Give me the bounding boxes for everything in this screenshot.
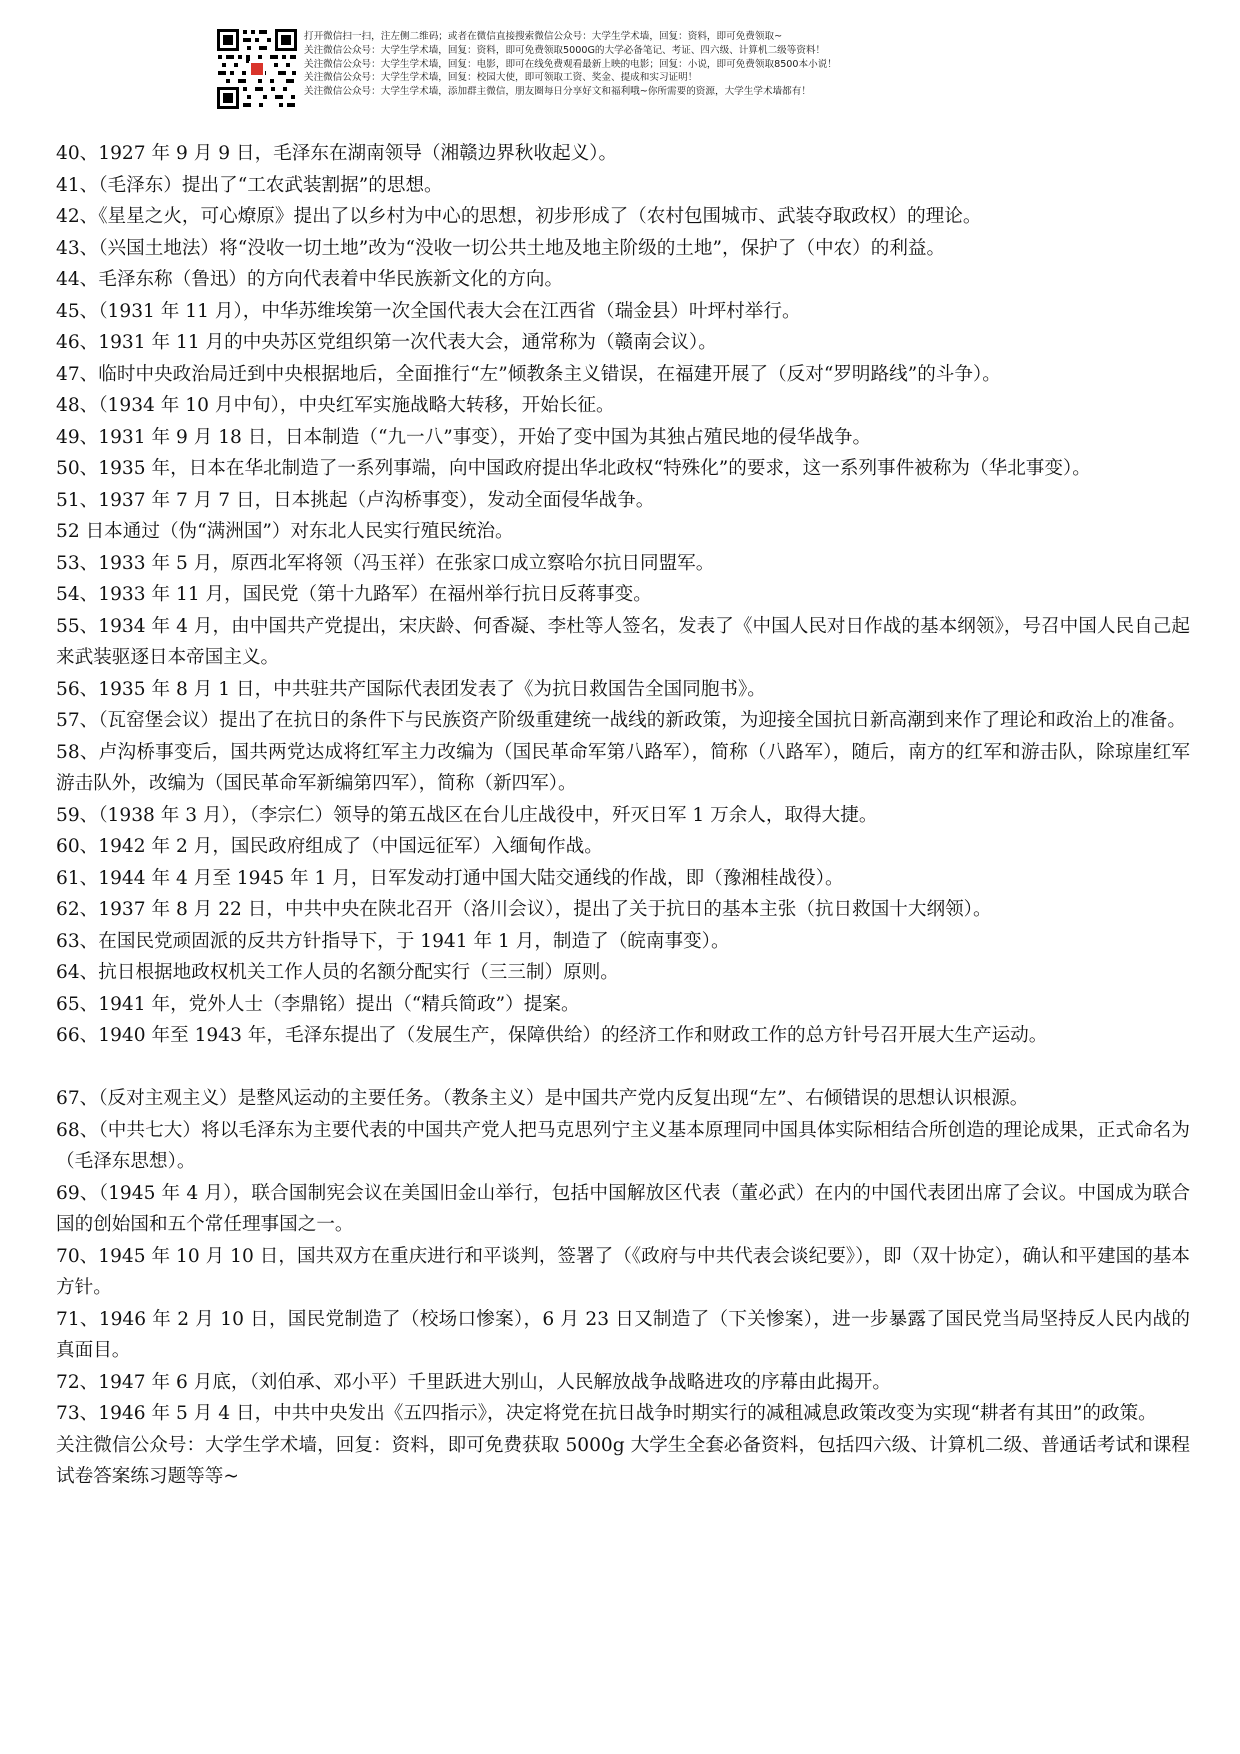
list-item: 69、（1945 年 4 月），联合国制宪会议在美国旧金山举行，包括中国解放区代表（董必武）在内的中国代表团出席了会议。中国成为联合国的创始国和五个常任理事国之一。 (56, 1182, 1190, 1235)
list-item: 54、1933 年 11 月，国民党（第十九路军）在福州举行抗日反蒋事变。 (56, 584, 652, 605)
list-item: 62、1937 年 8 月 22 日，中共中央在陕北召开（洛川会议），提出了关于抗日的基本主张（抗日救国十大纲领）。 (56, 899, 992, 920)
list-item: 66、1940 年至 1943 年，毛泽东提出了（发展生产，保障供给）的经济工作和财政工作的总方针号召开展大生产运动。 (56, 1025, 1048, 1046)
list-item: 72、1947 年 6 月底，（刘伯承、邓小平）千里跃进大别山，人民解放战争战略进攻的序幕由此揭开。 (56, 1371, 891, 1393)
qr-code-icon[interactable] (216, 28, 298, 110)
promo-line: 打开微信扫一扫，注左侧二维码；或者在微信直接搜索微信公众号：大学生学术墙，回复：资料，即可免费领取~ (304, 31, 783, 42)
footer-promo: 关注微信公众号：大学生学术墙，回复：资料，即可免费获取 5000g 大学生全套必备资料，包括四六级、计算机二级、普通话考试和课程试卷答案练习题等等~ (56, 1434, 1190, 1487)
list-item: 70、1945 年 10 月 10 日，国共双方在重庆进行和平谈判，签署了（《政府与中共代表会谈纪要》），即（双十协定），确认和平建国的基本方针。 (56, 1245, 1190, 1298)
list-item: 65、1941 年，党外人士（李鼎铭）提出（“精兵简政”）提案。 (56, 993, 580, 1015)
list-item: 67、（反对主观主义）是整风运动的主要任务。（教条主义）是中国共产党内反复出现“左”、右倾错误的思想认识根源。 (56, 1088, 1029, 1109)
list-item: 55、1934 年 4 月，由中国共产党提出，宋庆龄、何香凝、李杜等人签名，发表了《中国人民对日作战的基本纲领》，号召中国人民自己起来武装驱逐日本帝国主义。 (56, 615, 1190, 668)
paragraph-spacer (56, 1052, 1190, 1084)
list-item: 43、（兴国土地法）将“没收一切土地”改为“没收一切公共土地及地主阶级的土地”，保护了（中农）的利益。 (56, 237, 946, 259)
list-item: 68、（中共七大）将以毛泽东为主要代表的中国共产党人把马克思列宁主义基本原理同中国具体实际相结合所创造的理论成果，正式命名为（毛泽东思想）。 (56, 1119, 1190, 1172)
list-item: 45、（1931 年 11 月），中华苏维埃第一次全国代表大会在江西省（瑞金县）叶坪村举行。 (56, 300, 801, 322)
promo-line: 关注微信公众号：大学生学术墙，回复：资料，即可免费领取5000G的大学必备笔记、考证、四六级、计算机二级等资料！ (304, 44, 826, 56)
list-item: 52 日本通过（伪“满洲国”）对东北人民实行殖民统治。 (56, 521, 514, 542)
promo-line: 关注微信公众号：大学生学术墙，添加群主微信，朋友圈每日分享好文和福利哦~你所需要的资源，大学生学术墙都有！ (304, 86, 811, 98)
promo-line: 关注微信公众号：大学生学术墙，回复：校园大使，即可领取工资、奖金、提成和实习证明！ (304, 72, 698, 84)
list-item: 47、临时中央政治局迁到中央根据地后，全面推行“左”倾教条主义错误，在福建开展了（反对“罗明路线”的斗争）。 (56, 363, 1001, 385)
list-item: 42、《星星之火，可心燎原》提出了以乡村为中心的思想，初步形成了（农村包围城市、武装夺取政权）的理论。 (56, 206, 982, 227)
list-item: 49、1931 年 9 月 18 日，日本制造（“九一八”事变），开始了变中国为其独占殖民地的侵华战争。 (56, 426, 872, 448)
promo-line: 关注微信公众号：大学生学术墙，回复：电影，即可在线免费观看最新上映的电影；回复：小说，即可免费领取8500本小说！ (304, 58, 837, 70)
list-item: 58、卢沟桥事变后，国共两党达成将红军主力改编为（国民革命军第八路军），简称（八路军），随后，南方的红军和游击队，除琼崖红军游击队外，改编为（国民革命军新编第四军），简称（新四军）。 (56, 741, 1190, 794)
list-item: 46、1931 年 11 月的中央苏区党组织第一次代表大会，通常称为（赣南会议）。 (56, 332, 717, 353)
list-item: 60、1942 年 2 月，国民政府组成了（中国远征军）入缅甸作战。 (56, 836, 603, 857)
list-item: 50、1935 年，日本在华北制造了一系列事端，向中国政府提出华北政权“特殊化”的要求，这一系列事件被称为（华北事变）。 (56, 458, 1091, 479)
list-item: 48、（1934 年 10 月中旬），中央红军实施战略大转移，开始长征。 (56, 395, 615, 416)
list-item: 63、在国民党顽固派的反共方针指导下，于 1941 年 1 月，制造了（皖南事变）。 (56, 930, 730, 952)
list-item: 64、抗日根据地政权机关工作人员的名额分配实行（三三制）原则。 (56, 962, 619, 983)
list-item: 59、（1938 年 3 月），（李宗仁）领导的第五战区在台儿庄战役中，歼灭日军 1 万余人，取得大捷。 (56, 804, 878, 826)
promo-header-text (304, 30, 984, 99)
list-item: 57、（瓦窑堡会议）提出了在抗日的条件下与民族资产阶级重建统一战线的新政策，为迎接全国抗日新高潮到来作了理论和政治上的准备。 (56, 710, 1186, 731)
list-item: 61、1944 年 4 月至 1945 年 1 月，日军发动打通中国大陆交通线的作战，即（豫湘桂战役）。 (56, 867, 844, 889)
list-item: 71、1946 年 2 月 10 日，国民党制造了（校场口惨案），6 月 23 日又制造了（下关惨案），进一步暴露了国民党当局坚持反人民内战的真面目。 (56, 1308, 1190, 1361)
list-item: 56、1935 年 8 月 1 日，中共驻共产国际代表团发表了《为抗日救国告全国同胞书》。 (56, 678, 766, 700)
list-item: 41、（毛泽东）提出了“工农武装割据”的思想。 (56, 174, 443, 196)
question-list (56, 138, 1190, 1493)
list-item: 53、1933 年 5 月，原西北军将领（冯玉祥）在张家口成立察哈尔抗日同盟军。 (56, 552, 715, 574)
promo-header (216, 26, 976, 114)
list-item: 51、1937 年 7 月 7 日，日本挑起（卢沟桥事变），发动全面侵华战争。 (56, 489, 655, 511)
list-item: 73、1946 年 5 月 4 日，中共中央发出《五四指示》，决定将党在抗日战争时期实行的减租减息政策改变为实现“耕者有其田”的政策。 (56, 1403, 1157, 1424)
list-item: 44、毛泽东称（鲁迅）的方向代表着中华民族新文化的方向。 (56, 269, 564, 290)
list-item: 40、1927 年 9 月 9 日，毛泽东在湖南领导（湘赣边界秋收起义）。 (56, 143, 618, 164)
